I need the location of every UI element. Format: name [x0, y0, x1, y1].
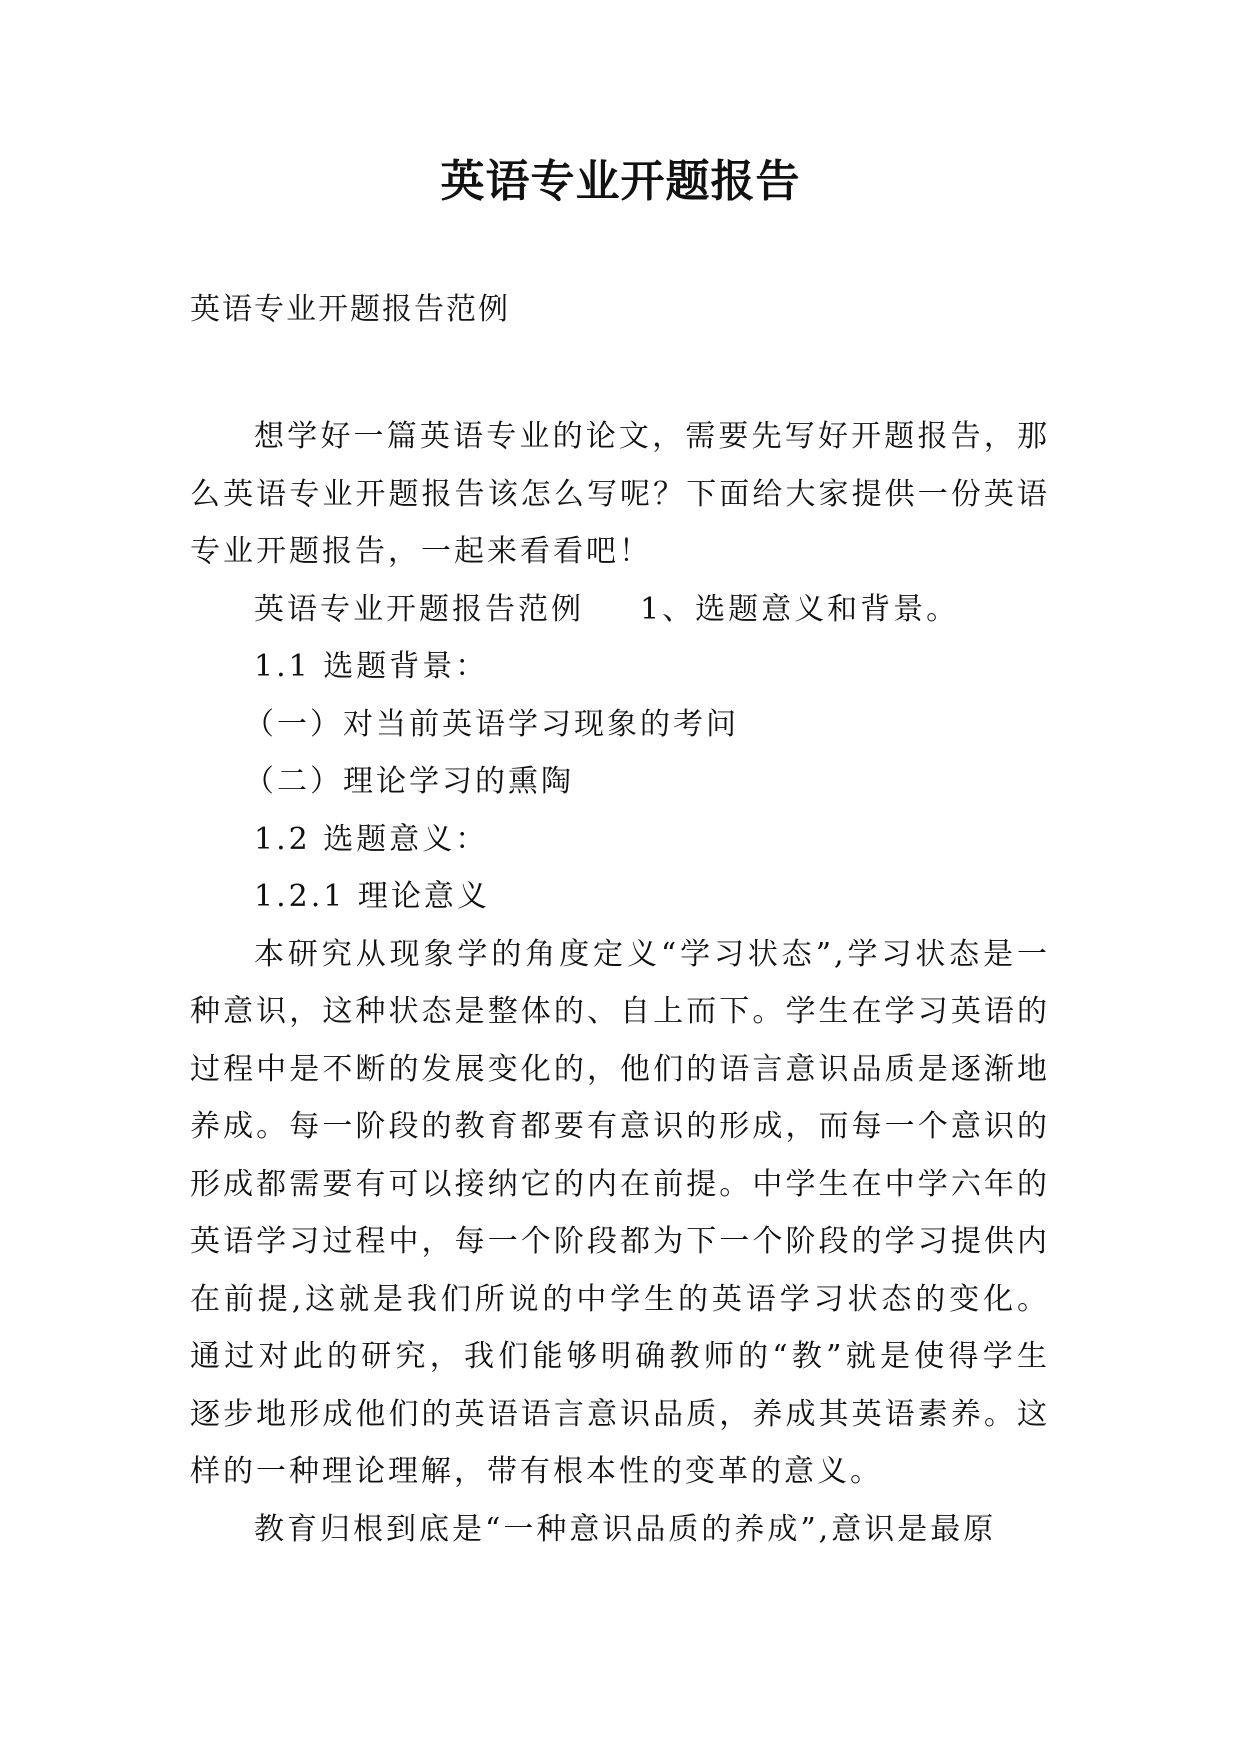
document-title: 英语专业开题报告 [440, 156, 801, 207]
document-body [190, 408, 1050, 1558]
list-item: （二）理论学习的熏陶 [244, 764, 574, 799]
body-paragraph: 本研究从现象学的角度定义“学习状态”,学习状态是一种意识，这种状态是整体的、自上而下。学生在学习英语的过程中是不断的发展变化的，他们的语言意识品质是逐渐地养成。每一阶段的教育都要有意识的形成，而每一个意识的形成都需要有可以接纳它的内在前提。中学生在中学六年的英语学习过程中，每一个阶段都为下一个阶段的学习提供内在前提,这就是我们所说的中学生的英语学习状态的变化。通过对此的研究，我们能够明确教师的“教”就是使得学生逐步地形成他们的英语语言意识品质，养成其英语素养。这样的一种理论理解，带有根本性的变革的意义。 [190, 936, 1050, 1489]
list-item: （一）对当前英语学习现象的考问 [244, 706, 739, 742]
section-line-right: 1、选题意义和背景。 [640, 591, 960, 627]
heading-1-2: 1.2 选题意义： [254, 821, 489, 857]
body-paragraph: 教育归根到底是“一种意识品质的养成”,意识是最原 [254, 1511, 997, 1547]
section-line-left: 英语专业开题报告范例 [254, 591, 584, 627]
intro-paragraph: 想学好一篇英语专业的论文，需要先写好开题报告，那么英语专业开题报告该怎么写呢？下面给大家提供一份英语专业开题报告，一起来看看吧！ [190, 419, 1050, 569]
heading-1-1: 1.1 选题背景： [254, 649, 489, 684]
section-line [190, 581, 1050, 639]
heading-1-2-1: 1.2.1 理论意义 [254, 879, 490, 914]
document-subtitle: 英语专业开题报告范例 [190, 292, 510, 327]
